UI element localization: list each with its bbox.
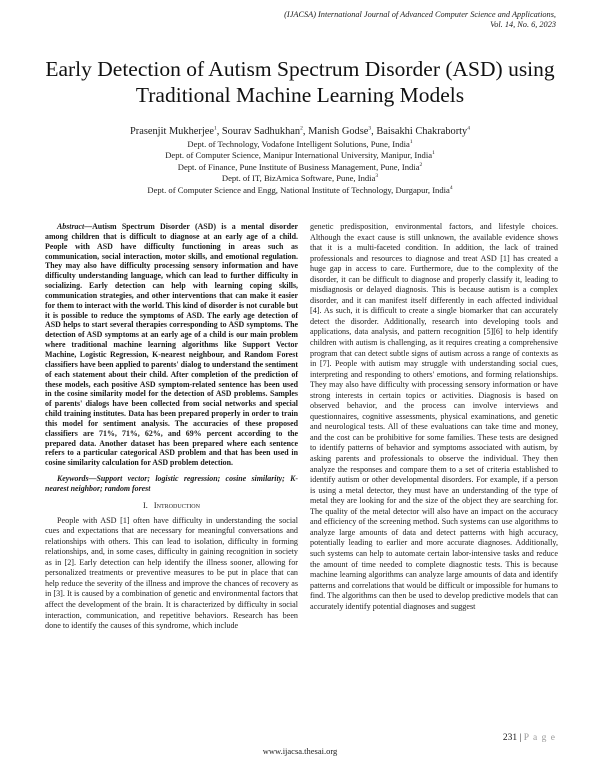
intro-paragraph: People with ASD [1] often have difficulty in understanding the social cues and expectations that are necessary for meaningful conversations and relationships with others. This can lead to isolation, difficulty in forming relationships, and, in some cases, difficulty in gaining recognition in society as in [2]. Early detection can help identify the illness sooner, allowing for personalized treatments or preventive measures to be put in place that can help reduce the severity of the illness and improve the chances of recovery as in [3]. It is caused by a combination of genetic and environmental factors that affect the development of the brain. It is characterized by difficulty in social interaction, communication, and repetitive behaviors. Research has been done to identify the causes of this syndrome, which include — [45, 515, 298, 631]
affiliation: Dept. of Technology, Vodafone Intelligent Solutions, Pune, India$^1$ — [187, 139, 413, 149]
affiliation-list — [0, 139, 600, 196]
author-list: Prasenjit Mukherjee$^1$, Sourav Sadhukhan$^2$, Manish Godse$^3$, Baisakhi Chakraborty$^4$ — [129, 125, 471, 137]
right-column — [310, 222, 558, 612]
section-heading: I. Introduction — [143, 500, 200, 510]
author-sup: 2 — [300, 125, 303, 132]
affiliation: Dept. of Finance, Pune Institute of Business Management, Pune, India$^2$ — [177, 161, 423, 172]
author-sup: 4 — [467, 125, 471, 132]
affiliation: Dept. of Computer Science and Engg, National Institute of Technology, Durgapur, India$^4$ — [147, 184, 453, 195]
footer-url: www.ijacsa.thesai.org — [262, 746, 338, 756]
affiliation: Dept. of IT, BizAmica Software, Pune, India$^3$ — [221, 173, 379, 184]
running-header — [216, 10, 556, 31]
abstract: Abstract—Autism Spectrum Disorder (ASD) is a mental disorder among children that is difficult to diagnose at an early age of a child. People with ASD have difficulty functioning in areas such as communication, social interaction, motor skills, and emotional regulation. They may also have difficulty processing sensory information and have difficulty understanding language, which can lead to further difficulty in socializing. Early detection can help with learning coping skills, communication strategies, and other interventions that can make it easier for them to interact with the world. This kind of disorder is not curable but it is possible to reduce the symptoms of ASD. The early age detection of ASD helps to start several therapies corresponding to ASD symptoms. The detection of ASD symptoms at an early age of a child is our main problem where traditional machine learning algorithms like Support Vector Machine, Logistic Regression, K-nearest neighbour, and Random Forest classifiers have been applied to parents' dialog to understand the sentiment of each statement about their child. After completion of the prediction of these models, each positive ASD symptom-related sentence has been used in the cosine similarity model for the detection of ASD problems. Samples of parents' dialogs have been collected from social networks and special child training institutes. Data has been prepared properly in order to train this model for sentiment analysis. The accuracies of these proposed classifiers are 71%, 71%, 62%, and 69% percent according to the prepared data. Another dataset has been prepared where each sentence refers to a particular categorical ASD problem and that has been used in cosine similarity calculation for ASD problem detection. — [45, 222, 298, 468]
keywords-label: Keywords — [57, 474, 89, 484]
journal-name: (IJACSA) International Journal of Advanced Computer Science and Applications, — [284, 10, 556, 19]
journal-volume: Vol. 14, No. 6, 2023 — [490, 20, 556, 30]
author-sup: 1 — [213, 125, 217, 132]
author-sup: 3 — [368, 125, 372, 132]
author-name: Manish Godse — [308, 126, 369, 137]
author-name: Sourav Sadhukhan — [221, 126, 301, 137]
affiliation: Dept. of Computer Science, Manipur International University, Manipur, India$^1$ — [165, 150, 435, 161]
keywords: Keywords—Support vector; logistic regression; cosine similarity; K-nearest neighbor; random forest — [45, 474, 298, 493]
paper-title: Early Detection of Autism Spectrum Disorder (ASD) using Traditional Machine Learning Models — [45, 57, 555, 107]
abstract-label: Abstract — [57, 222, 85, 231]
author-name: Baisakhi Chakraborty — [376, 126, 468, 137]
keywords-text: Support vector; logistic regression; cosine similarity; K-nearest neighbor; random forest — [45, 474, 298, 493]
author-name: Prasenjit Mukherjee — [129, 126, 214, 137]
body-paragraph: genetic predisposition, environmental factors, and lifestyle choices. Although the exact cause is still unknown, the available evidence shows that it is a multi-faceted condition. In addition, the lack of trained professionals and resources to diagnose and treat ASD [1] has created a huge gap in access to care. Furthermore, due to the complexity of the disorder, it can be difficult to diagnose and properly classify it, leading to misdiagnosis or delayed diagnosis. This is because autism is a complex disorder, and it can manifest itself differently in each affected individual [4]. As such, it is difficult to create a single biomarker that can accurately detect the disorder. Additionally, research into developing tools and applications, data analysis, and pattern recognition [5][6] to help identify children with autism is challenging, as it requires creating a comprehensive program that can detect subtle signs of autism across a range of contexts as in [7]. People with autism may struggle with understanding social cues, interpreting and responding to others' emotions, and forming relationships. They may also have difficulty with processing sensory information or have strong interests in certain topics or activities. Diagnosis is based on observed behavior, and the process can involve interviews and questionnaires, cognitive assessments, physical examinations, and genetic and neurological tests. All of these evaluations can take time and money, and the cost can be prohibitive for some families. These tests are designed to identify patterns of behavior and symptoms associated with autism, by asking parents and professionals to observe the individual. They then analyze the responses and compare them to a set of criteria established to identify autism or other developmental disorders. For example, if a person is using a metal detector, they must have an understanding of the type of metal they are looking for and the size of the object they are searching for. The quality of the metal detector will also have an impact on the accuracy and efficiency of the screening method. Such systems can use algorithms to analyze large amounts of data and detect patterns with high accuracy, potentially leading to earlier and more accurate diagnoses. Additionally, such systems can help to automate certain labor-intensive tasks and reduce the amount of time needed to complete diagnostic tests. This is because machine learning algorithms can analyze large amounts of data and identify patterns and correlations that would be difficult or impossible for humans to find. The algorithms can then be used to develop predictive models that can accurately identify potential diagnoses and suggest — [310, 222, 558, 611]
page-number: 231 | P a g e — [502, 733, 556, 743]
left-column — [45, 222, 298, 632]
abstract-text: Autism Spectrum Disorder (ASD) is a mental disorder among children that is difficult to diagnose at an early age of a child. People with ASD have difficulty functioning in areas such as communication, social interaction, motor skills, and emotional regulation. They may also have difficulty processing sensory information and have difficulty understanding language, which can lead to further difficulty in socializing. Early detection can help with learning coping skills, communication strategies, and other interventions that can make it easier for them to interact with the world. This kind of disorder is not curable but it is possible to reduce the symptoms of ASD. The early age detection of ASD helps to start several therapies corresponding to ASD symptoms. The detection of ASD symptoms at an early age of a child is our main problem where traditional machine learning algorithms like Support Vector Machine, Logistic Regression, K-nearest neighbour, and Random Forest classifiers have been applied to parents' dialog to understand the sentiment of each statement about their child. After completion of the prediction of these models, each positive ASD symptom-related sentence has been used in the cosine similarity model for the detection of ASD problems. Samples of parents' dialogs have been collected from social networks and special child training institutes. Data has been prepared properly in order to train this model for sentiment analysis. The accuracies of these proposed classifiers are 71%, 71%, 62%, and 69% percent according to the prepared data. Another dataset has been prepared where each sentence refers to a particular categorical ASD problem and that has been used in cosine similarity calculation for ASD problem detection. — [45, 222, 298, 468]
